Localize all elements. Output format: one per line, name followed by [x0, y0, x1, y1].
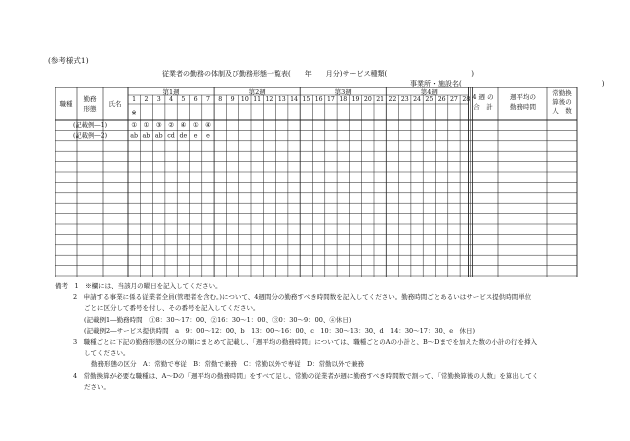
notes-section	[55, 281, 615, 393]
day-number-12: 12	[265, 96, 274, 104]
col-header-weekly-avg-1: 週平均の	[510, 93, 536, 101]
day-number-16: 16	[314, 96, 323, 104]
example-row-2-day-1: ab	[130, 132, 139, 140]
note-2-line-2: ごとに区分して番号を付し、その番号を記入してください。	[84, 304, 260, 313]
facility-name-line: 事業所・施設名( )	[410, 80, 605, 88]
day-number-22: 22	[388, 96, 397, 104]
day-number-14: 14	[290, 96, 298, 104]
col-header-fte-1: 常勤換	[552, 89, 572, 97]
note-1: 1 ※欄には、当該月の曜日を記入してください。	[74, 282, 222, 290]
day-number-27: 27	[450, 96, 458, 104]
day-number-17: 17	[327, 96, 335, 104]
day-number-9: 9	[230, 96, 235, 104]
example-row-1-day-5: ④	[180, 122, 187, 130]
example-row-1-day-4: ②	[168, 122, 174, 130]
example-row-2-day-7: e	[206, 132, 210, 140]
day-number-5: 5	[181, 96, 186, 104]
note-example-2: (記載例2―サービス提供時間 a 9：00～12：00、b 13：00～16：00、c 10：30～13：30、d 14：30～17：30、e 休日)	[84, 326, 476, 335]
day-number-13: 13	[277, 96, 286, 104]
week-header-2: 第2週	[248, 87, 266, 96]
example-row-2-day-4: cd	[167, 132, 175, 140]
col-header-fte-3: 人 数	[552, 107, 572, 115]
col-header-fte-2: 算後の	[552, 98, 572, 106]
col-header-4week-total-2: 合 計	[473, 103, 493, 111]
example-row-1-day-6: ①	[192, 122, 199, 130]
example-row-2-day-6: e	[193, 132, 198, 140]
col-header-work-form-2: 形態	[83, 105, 97, 113]
day-number-1: 1	[132, 96, 137, 104]
day-number-2: 2	[144, 96, 149, 104]
day-number-8: 8	[218, 96, 223, 104]
day-number-20: 20	[363, 96, 372, 104]
day-number-24: 24	[413, 96, 421, 104]
example-row-label-1: (記載例―1)	[72, 122, 108, 130]
week-header-3: 第3週	[334, 87, 352, 96]
example-row-2-day-5: de	[179, 132, 188, 140]
example-row-1-day-2: ①	[143, 122, 150, 130]
note-example-1: (記載例1―勤務時間 ①8：30～17：00、②16：30～1：00、③0：30～9：00、④休日)	[84, 315, 352, 324]
note-2-line-1: 2 申請する事業に係る従業者全員(管理者を含む。)について、4週間分の勤務すべき時間数を記入してください。勤務時間ごとあるいはサービス提供時間単位	[73, 293, 532, 302]
col-header-name: 氏名	[108, 100, 122, 108]
col-header-weekly-avg-2: 勤務時間	[510, 103, 536, 111]
day-number-6: 6	[193, 96, 198, 104]
note-4-line-2: ださい。	[84, 382, 110, 391]
col-header-4week-total-1: 4 週 の	[472, 93, 494, 101]
day-number-26: 26	[437, 96, 446, 104]
day-number-18: 18	[339, 96, 348, 104]
example-row-1-day-3: ③	[155, 122, 162, 130]
example-row-2-day-2: ab	[142, 132, 151, 140]
day-number-10: 10	[240, 96, 249, 104]
example-row-1-day-7: ④	[205, 122, 211, 130]
week-header-4: 第4週	[420, 87, 438, 96]
day-number-7: 7	[205, 96, 210, 104]
day-number-19: 19	[351, 96, 360, 104]
day-number-21: 21	[376, 96, 385, 104]
reference-form-label: (参考様式1)	[48, 56, 89, 65]
form-title: 従業者の勤務の体制及び勤務形態一覧表( 年 月分)サービス種類( )	[162, 70, 474, 78]
col-header-work-form-1: 勤務	[83, 95, 97, 103]
day-number-23: 23	[400, 96, 409, 104]
example-row-2-day-3: ab	[154, 132, 163, 140]
week-header-1: 第1週	[162, 87, 180, 96]
col-header-job-type: 職種	[59, 100, 73, 108]
day-number-11: 11	[253, 96, 262, 104]
note-4-line-1: 4 常勤換算が必要な職種は、A～Dの「週平均の勤務時間」をすべて足し、常勤の従業者が週に勤務すべき時間数で割って、「常勤換算後の人数」を算出してく	[73, 371, 539, 380]
note-3-line-2: してください。	[84, 349, 130, 358]
example-row-1-day-1: ①	[131, 122, 137, 130]
day-number-28: 28	[462, 96, 471, 104]
weekday-mark: ※	[131, 109, 137, 117]
day-number-25: 25	[425, 96, 434, 104]
example-row-label-2: (記載例―2)	[72, 132, 108, 140]
day-number-4: 4	[169, 96, 174, 104]
day-number-3: 3	[156, 96, 161, 104]
schedule-table	[55, 87, 580, 277]
note-work-form-categories: 勤務形態の区分 A：常勤で専従 B：常勤で兼務 C：常勤以外で専従 D：常勤以外で兼務	[91, 360, 365, 369]
day-number-15: 15	[302, 96, 311, 104]
note-3-line-1: 3 職種ごとに下記の勤務形態の区分の順にまとめて記載し、「週平均の勤務時間」については、職種ごとのAの小計と、B～Dまでを加えた数の小計の行を挿入	[73, 338, 537, 347]
notes-heading: 備考	[55, 282, 68, 290]
